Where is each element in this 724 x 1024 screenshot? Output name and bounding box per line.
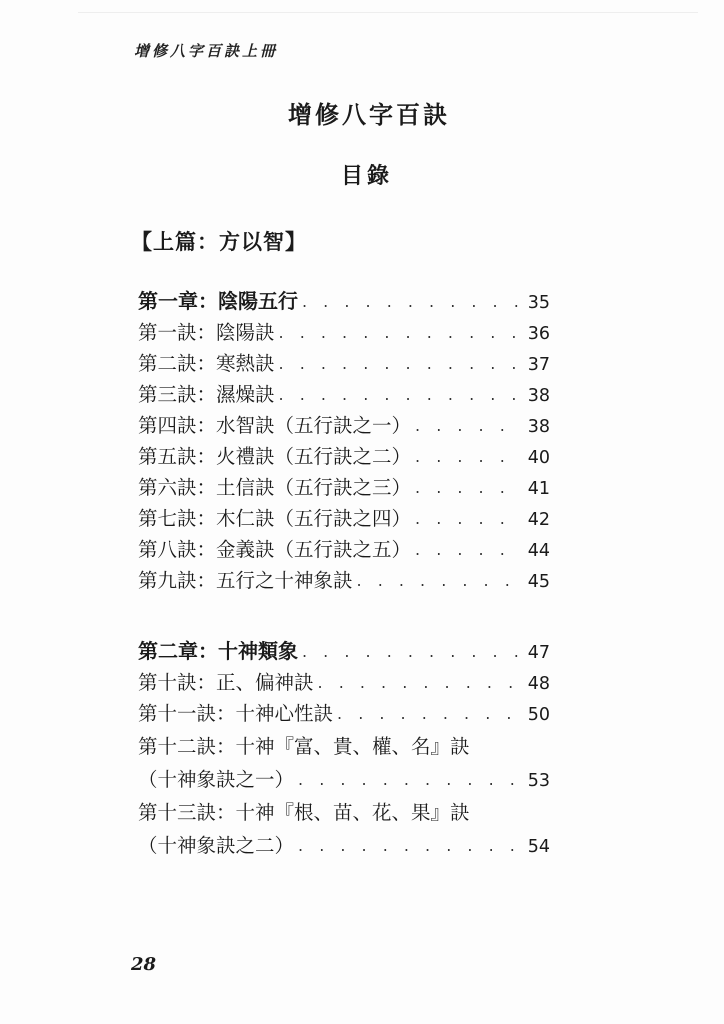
toc-entry-row[interactable] — [138, 698, 550, 729]
dot-leader — [415, 503, 518, 534]
toc-page-number: 44 — [527, 541, 550, 561]
toc-page-number: 54 — [527, 837, 550, 857]
toc-entry-row[interactable] — [138, 472, 550, 503]
toc-entry-row-continued[interactable] — [138, 830, 550, 861]
running-head: 增修八字百訣上冊 — [134, 42, 279, 60]
toc-entry-row[interactable] — [138, 317, 550, 348]
toc-chapter-row[interactable] — [138, 286, 550, 317]
toc-entry-label: 第十二訣：十神『富、貴、權、名』訣 — [138, 735, 470, 758]
toc-entry-row[interactable] — [138, 503, 550, 534]
toc-page-number: 53 — [527, 771, 550, 791]
dot-leader — [415, 534, 518, 565]
dot-leader — [298, 830, 518, 861]
page-number: 28 — [131, 954, 157, 975]
toc-entry-label: 第七訣：木仁訣（五行訣之四） — [138, 507, 412, 530]
toc-entry-row[interactable] — [138, 729, 550, 764]
toc-entry-label: 第十三訣：十神『根、苗、花、果』訣 — [138, 801, 470, 824]
toc-chapter-title: 第一章：陰陽五行 — [138, 289, 298, 313]
toc-entry-row[interactable] — [138, 348, 550, 379]
toc-entry-label: 第一訣：陰陽訣 — [138, 321, 275, 344]
toc-entry-label: 第九訣：五行之十神象訣 — [138, 569, 353, 592]
toc-entry-row-continued[interactable] — [138, 764, 550, 795]
dot-leader — [415, 472, 518, 503]
toc-entry-label: （十神象訣之一） — [138, 768, 295, 791]
dot-leader — [415, 441, 518, 472]
toc-chapter-1 — [138, 286, 550, 596]
toc-entry-label: （十神象訣之二） — [138, 834, 295, 857]
toc-chapter-row[interactable] — [138, 636, 550, 667]
toc-page-number: 42 — [527, 510, 550, 530]
dot-leader — [318, 667, 518, 698]
toc-entry-label: 第十一訣：十神心性訣 — [138, 702, 334, 725]
toc-entry-label: 第六訣：土信訣（五行訣之三） — [138, 476, 412, 499]
toc-title: 目錄 — [340, 164, 393, 189]
dot-leader — [298, 764, 518, 795]
toc-entry-label: 第十訣：正、偏神訣 — [138, 671, 314, 694]
toc-page-number: 45 — [527, 572, 550, 592]
toc-entry-row[interactable] — [138, 565, 550, 596]
toc-page-number: 35 — [527, 293, 550, 313]
dot-leader — [357, 565, 518, 596]
toc-page-number: 40 — [527, 448, 550, 468]
book-title: 增修八字百訣 — [288, 101, 450, 129]
dot-leader — [302, 636, 518, 667]
toc-entry-label: 第三訣：濕燥訣 — [138, 383, 275, 406]
toc-entry-row[interactable] — [138, 534, 550, 565]
toc-page-number: 38 — [527, 417, 550, 437]
dot-leader — [279, 379, 518, 410]
scan-edge-line — [78, 12, 698, 13]
toc-entry-label: 第八訣：金義訣（五行訣之五） — [138, 538, 412, 561]
toc-entry-label: 第二訣：寒熱訣 — [138, 352, 275, 375]
toc-page-number: 48 — [527, 674, 550, 694]
toc-entry-row[interactable] — [138, 667, 550, 698]
toc-entry-row[interactable] — [138, 441, 550, 472]
dot-leader — [302, 286, 518, 317]
toc-chapter-2 — [138, 636, 550, 861]
toc-entry-row[interactable] — [138, 379, 550, 410]
dot-leader — [337, 698, 518, 729]
dot-leader — [415, 410, 518, 441]
toc-entry-row[interactable] — [138, 795, 550, 830]
toc-entry-label: 第五訣：火禮訣（五行訣之二） — [138, 445, 412, 468]
toc-entry-label: 第四訣：水智訣（五行訣之一） — [138, 414, 412, 437]
toc-chapter-title: 第二章：十神類象 — [138, 639, 298, 663]
toc-page-number: 50 — [527, 705, 550, 725]
toc-page-number: 36 — [527, 324, 550, 344]
toc-page-number: 38 — [527, 386, 550, 406]
toc-page-number: 47 — [527, 643, 550, 663]
toc-entry-row[interactable] — [138, 410, 550, 441]
dot-leader — [279, 348, 518, 379]
toc-page-number: 41 — [527, 479, 550, 499]
part-heading: 【上篇：方以智】 — [131, 230, 307, 254]
dot-leader — [279, 317, 518, 348]
toc-page-number: 37 — [527, 355, 550, 375]
